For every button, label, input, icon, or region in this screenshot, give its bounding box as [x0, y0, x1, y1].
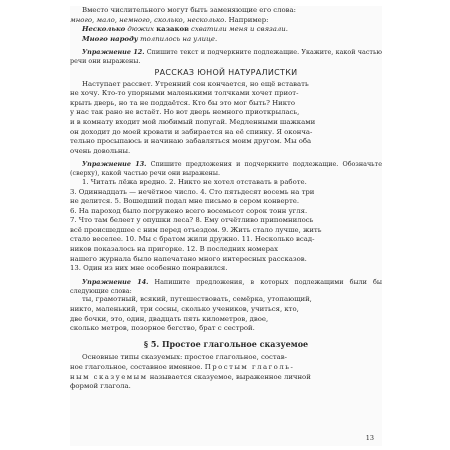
story-title: РАССКАЗ ЮНОЙ НАТУРАЛИСТКИ	[154, 67, 298, 77]
text-line: нашего журнала было напечатано много интересных рассказов.	[70, 254, 307, 263]
text-line: всё происшедшее с ним перед отъездом. 9. Жить стало лучше, жить	[70, 225, 322, 234]
text-line: формой глагола.	[70, 382, 131, 391]
text-line: 6. На пароход было погружено всего восемьсот сорок тонн угля.	[70, 206, 308, 215]
text-line: и в комнату входит мой любимый попугай. Медленными шажками	[70, 117, 316, 126]
sec-line3-text: называется сказуемое, выраженное личной	[147, 372, 311, 381]
exercise-14-heading	[70, 278, 382, 296]
text-line: крыть дверь, но та не поддаётся. Кто бы это мог быть? Никто	[70, 98, 295, 107]
exercise-12-heading	[70, 48, 382, 66]
intro-words-line	[70, 16, 382, 26]
exercise-14-instruction: Напишите предложения, в которых подлежащими были бы следующие слова:	[70, 277, 382, 295]
exercise-13-label: Упражнение 13.	[82, 160, 147, 169]
section-heading: § 5. Простое глагольное сказуемое	[143, 338, 309, 349]
text-line: Основные типы сказуемых: простое глагольное, состав-	[82, 353, 287, 362]
text-line	[70, 373, 382, 383]
text-line: 1. Читать лёжа вредно. 2. Никто не хотел отставать в работе.	[82, 177, 307, 186]
intro-example-label: Например:	[226, 15, 269, 24]
section-text	[70, 353, 382, 391]
exercise-13-text	[70, 178, 382, 274]
ex1-predicate: схватили меня и связали.	[188, 25, 288, 34]
text-line: 13. Один из них мне особенно понравился.	[70, 264, 228, 273]
text-line	[70, 363, 382, 373]
text-line: он доходит до моей кровати и забирается на её спинку. Я оконча-	[70, 127, 313, 136]
exercise-12-instruction: Спишите текст и подчеркните подлежащие. Укажите, какой частью речи они выражены.	[70, 48, 382, 66]
text-line: тельно просыпаюсь и начинаю забавляться моим другом. Мы оба	[70, 137, 312, 146]
exercise-12-text	[70, 80, 382, 157]
text-line: Наступает рассвет. Утренний сон кончается, но ещё вставать	[82, 79, 309, 88]
text-line: ников показалось на пригорке. 12. В последних номерах	[70, 245, 279, 254]
sec-line2-text: ное глагольное, составное именное.	[70, 363, 205, 371]
example-sentence-2	[70, 35, 382, 45]
intro-line: Вместо числительного могут быть заменяющие его слова:	[82, 6, 296, 14]
term-predicate: ным сказуемым	[70, 372, 148, 381]
text-line: у нас так рано не встаёт. Но вот дверь немного приоткрылась,	[70, 108, 300, 117]
exercise-13-heading	[70, 160, 382, 178]
text-line: не делится. 5. Вошедший подал мне письмо в сером конверте.	[70, 197, 300, 206]
text-line: ты, грамотный, всякий, путешествовать, семёрка, утопающий,	[82, 295, 312, 304]
page-number: 13	[365, 434, 374, 443]
exercise-14-label: Упражнение 14.	[82, 277, 149, 286]
exercise-13-instruction: Спишите предложения и подчеркните подлежащие. Обозначьте (сверху), какой частью речи они выражены.	[70, 160, 382, 178]
ex1-noun: казаков	[156, 25, 189, 34]
text-line: две бочки, это, один, двадцать пять километров, двое,	[70, 314, 269, 323]
ex2-predicate: толпилось на улице.	[137, 34, 218, 43]
exercise-12-label: Упражнение 12.	[82, 48, 145, 57]
text-line: 7. Что там белеет у опушки леса? 8. Ему отчётливо припомнилось	[70, 216, 314, 225]
ex2-subject: Много народу	[82, 34, 138, 43]
ex1-subject: Несколько	[82, 25, 126, 34]
text-line: 3. Одиннадцать — нечётное число. 4. Сто пятьдесят восемь на три	[70, 187, 315, 196]
intro-words: много, мало, немного, сколько, несколько.	[70, 15, 227, 24]
term-simple-verbal: Простым глаголь-	[204, 363, 295, 371]
ex1-adjective: дюжих	[125, 25, 157, 34]
book-page	[70, 6, 382, 446]
text-line: сколько метров, позорное бегство, брат с сестрой.	[70, 324, 255, 333]
text-line: очень довольны.	[70, 146, 131, 155]
text-line: никто, маленький, три сосны, сколько учеников, учиться, кто,	[70, 305, 299, 314]
example-sentence-1	[70, 25, 382, 35]
text-line: не хочу. Кто-то упорными маленькими толчками хочет приот-	[70, 89, 299, 98]
exercise-14-text	[70, 295, 382, 333]
text-line: стало веселее. 10. Мы с братом жили дружно. 11. Несколько всад-	[70, 235, 315, 244]
